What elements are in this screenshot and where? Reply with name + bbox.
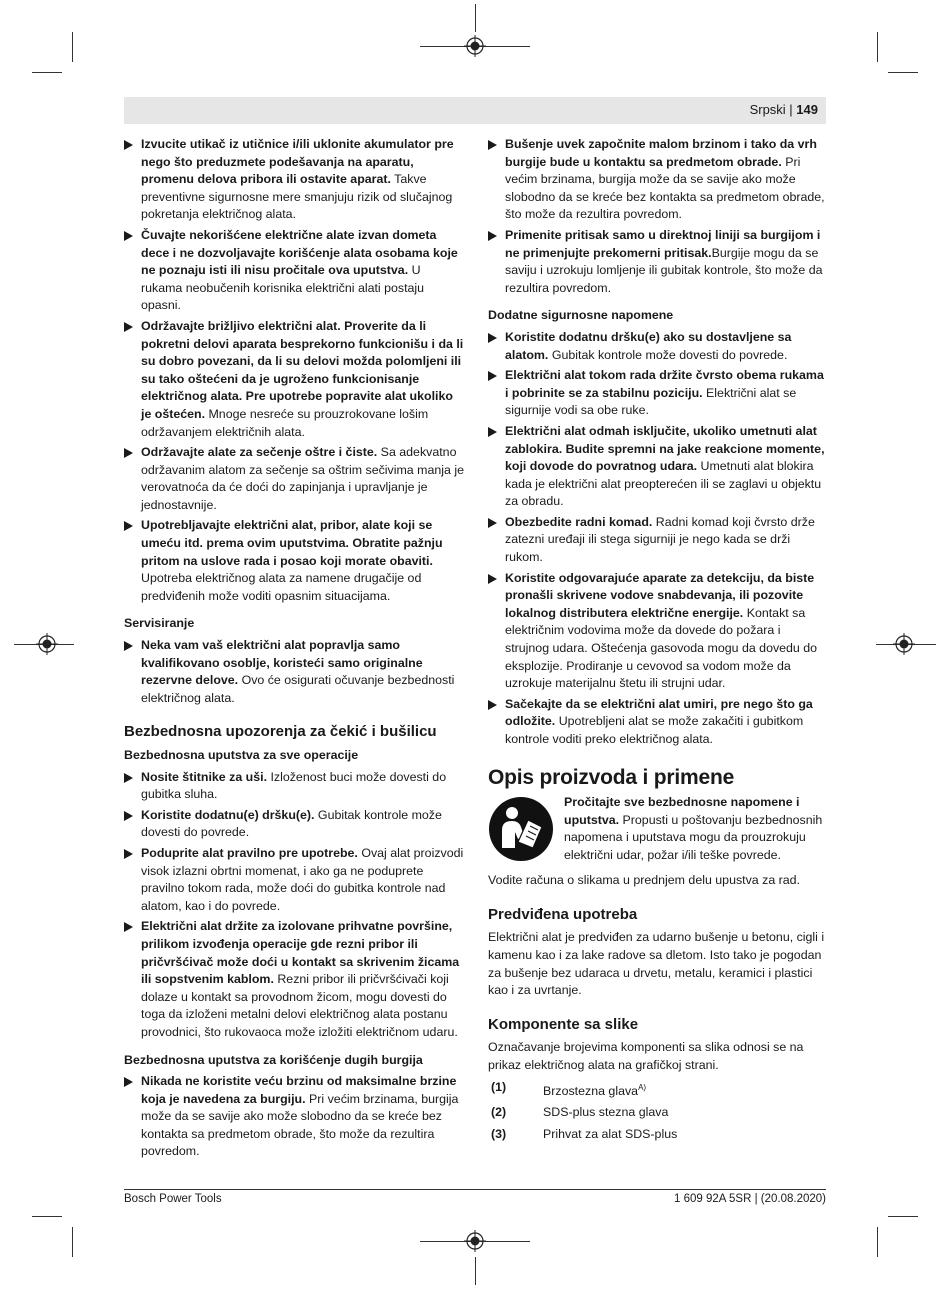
- bullet-bold-text: Električni alat odmah isključite, ukoliko umetnuti alat zablokira. Budite spremni na jake reakcione momente, koji dovode do povratnog udara.: [505, 423, 825, 474]
- bullet-triangle-icon: [488, 574, 497, 584]
- registration-mark-icon: [36, 633, 58, 655]
- warning-bold: Pročitajte sve bezbednosne napomene i uputstva.: [564, 795, 800, 827]
- page-header-text: Srpski | 149: [749, 102, 818, 117]
- warning-block: [488, 794, 828, 868]
- crop-mark: [475, 1257, 476, 1285]
- bullet-item: [124, 845, 464, 915]
- footer-rule: [124, 1189, 826, 1190]
- bullet-bold-text: Električni alat tokom rada držite čvrsto obema rukama i pobrinite se za stabilnu poziciju.: [505, 368, 824, 400]
- servis-bullet-list: [124, 637, 464, 707]
- bullet-item: [488, 514, 828, 567]
- bullet-bold-text: Poduprite alat pravilno pre upotrebe.: [141, 845, 358, 860]
- bullet-triangle-icon: [124, 641, 133, 651]
- components-title: Komponente sa slike: [488, 1015, 639, 1033]
- component-footnote: A): [638, 1082, 647, 1092]
- crop-mark: [32, 1216, 62, 1217]
- crop-mark: [475, 4, 476, 32]
- bullet-item: [488, 696, 828, 749]
- bullet-item: [124, 227, 464, 315]
- footer-doc-ref: 1 609 92A 5SR | (20.08.2020): [674, 1193, 826, 1205]
- bullet-body-text: Sa adekvatno održavanim alatom za sečenje sa oštrim sečivima manja je verovatnoća da će doći do zapinjanja i upravljanje je jednostavnije.: [141, 445, 464, 512]
- bullet-body-text: Ovaj alat proizvodi visok izlazni obrtni momenat, i ako ga ne poduprete pravilno tokom rada, može doći do gubitka kontrole nad alatom, kao i do povrede.: [141, 845, 464, 913]
- bullet-bold-text: Održavajte alate za sečenje oštre i čiste.: [141, 445, 378, 460]
- component-number: (1): [491, 1079, 507, 1094]
- bullet-triangle-icon: [124, 922, 133, 932]
- bullet-triangle-icon: [488, 700, 497, 710]
- bullet-body-text: Burgije mogu da se saviju i uzrokuju lomljenje ili gubitak kontrole, što može da rezultira povredom.: [505, 245, 823, 295]
- bullet-item: [488, 423, 828, 511]
- bullet-triangle-icon: [124, 1077, 133, 1087]
- bullet-item: [488, 227, 828, 297]
- bullet-triangle-icon: [488, 371, 497, 381]
- components-intro: Označavanje brojevima komponenti sa slika odnosi se na prikaz električnog alata na grafičkoj strani.: [488, 1040, 804, 1072]
- bullet-bold-text: Upotrebljavajte električni alat, pribor, alate koji se umeću itd. prema ovim uputstvima. Obratite pažnju pritom na uslove rada i posao koji morate obaviti.: [141, 518, 443, 568]
- bullet-item: [124, 1073, 464, 1161]
- bullet-item: [488, 367, 828, 420]
- bullet-body-text: Električni alat se sigurnije vodi sa obe ruke.: [505, 385, 797, 418]
- bullet-bold-text: Neka vam vaš električni alat popravlja samo kvalifikovano osoblje, koristeći samo originalne rezervne delove.: [141, 638, 423, 688]
- bullet-body-text: Radni komad koji čvrsto drže zatezni uređaji ili stega sigurniji je nego kada se drži rukom.: [505, 514, 815, 565]
- registration-mark-icon: [893, 633, 915, 655]
- right-bullet-list: [488, 136, 828, 297]
- bullet-triangle-icon: [124, 849, 133, 859]
- bullet-item: [124, 318, 464, 441]
- bullet-body-text: Rezni pribor ili pričvršćivači koji dolaze u kontakt sa provodnom žicom, mogu dovesti do toga da izloženi metalni delovi električnog alata postanu provodnici, što rukovaoca može izložiti električnom udaru.: [141, 972, 458, 1039]
- crop-mark: [888, 72, 918, 73]
- bullet-triangle-icon: [488, 231, 497, 241]
- bullet-triangle-icon: [488, 333, 497, 343]
- component-number: (2): [491, 1105, 507, 1120]
- bullet-bold-text: Koristite dodatnu dršku(e) ako su dostavljene sa alatom.: [505, 329, 792, 362]
- component-item: [488, 1126, 828, 1144]
- bullet-item: [488, 136, 828, 224]
- bullet-triangle-icon: [124, 773, 133, 783]
- bullet-item: [124, 637, 464, 707]
- crop-mark: [72, 1227, 73, 1257]
- bullet-bold-text: Koristite odgovarajuće aparate za detekciju, da biste pronašli skrivene vodove snabdevanja, ili pozovite lokalnog distributera električne energije.: [505, 570, 815, 620]
- bullet-body-text: Takve preventivne sigurnosne mere smanjuju rizik od slučajnog pokretanja električnog alata.: [141, 172, 453, 222]
- main-title: Opis proizvoda i primene: [488, 765, 735, 789]
- crop-mark: [72, 32, 73, 62]
- bullet-bold-text: Sačekajte da se električni alat umiri, pre nego što ga odložite.: [505, 696, 813, 729]
- bullet-triangle-icon: [124, 811, 133, 821]
- right-column: [488, 136, 828, 1146]
- page-number: 149: [796, 102, 818, 117]
- bullet-body-text: Pri većim brzinama, burgija može da se savije ako može slobodno da se kreće bez kontakta sa predmetom obrade, što može da rezultira povredom.: [141, 1091, 459, 1159]
- figures-note: Vodite računa o slikama u prednjem delu upustva za rad.: [488, 873, 801, 888]
- bullet-body-text: Upotreba električnog alata za namene drugačije od predviđenih može voditi opasnim situacijama.: [141, 571, 422, 603]
- right-bullet-list-2: [488, 329, 828, 749]
- bullet-item: [488, 570, 828, 693]
- component-label: Brzostezna glava$^{A)}$: [543, 1082, 647, 1098]
- bullet-body-text: Gubitak kontrole može dovesti do povrede.: [548, 347, 788, 362]
- bullet-bold-text: Električni alat držite za izolovane prihvatne površine, prilikom izvođenja operacije gde rezni pribor ili pričvršćivač može doći u kontakt sa skrivenim žicama ili sopstvenim kablom.: [141, 919, 460, 987]
- component-number: (3): [491, 1126, 507, 1141]
- bullet-triangle-icon: [124, 521, 133, 531]
- subheading-all-operations: Bezbednosna uputstva za sve operacije: [124, 748, 359, 762]
- bullet-bold-text: Izvucite utikač iz utičnice i/ili uklonite akumulator pre nego što preduzmete podešavanja na aparatu, promenu delova pribora ili ostavite aparat.: [141, 137, 454, 187]
- component-label: SDS-plus stezna glava: [543, 1105, 669, 1120]
- bullet-item: [124, 918, 464, 1041]
- bullet-bold-text: Obezbedite radni komad.: [505, 514, 653, 529]
- bullet-body-text: Gubitak kontrole može dovesti do povrede.: [141, 807, 442, 840]
- registration-mark-icon: [464, 35, 486, 57]
- bullet-triangle-icon: [124, 140, 133, 150]
- bullet-triangle-icon: [488, 140, 497, 150]
- warning-rest: Propusti u poštovanju bezbednosnih napomena i uputstava mogu da prouzrokuju električni udar, požar i/ili teške povrede.: [564, 812, 823, 862]
- left-bullet-list-3: [124, 1073, 464, 1161]
- read-manual-icon: [488, 796, 554, 862]
- bullet-item: [124, 517, 464, 605]
- bullet-triangle-icon: [124, 231, 133, 241]
- bullet-body-text: Pri većim brzinama, burgija može da se savije ako može slobodno da se kreće bez kontakta sa predmetom obrade, što može da rezultira povredom.: [505, 154, 825, 222]
- servis-heading: Servisiranje: [124, 616, 195, 631]
- component-label: Prihvat za alat SDS-plus: [543, 1126, 678, 1141]
- warning-text: [564, 795, 822, 862]
- subheading-long-bits: Bezbednosna uputstva za korišćenje dugih burgija: [124, 1052, 423, 1067]
- crop-mark: [32, 72, 62, 73]
- bullet-item: [124, 444, 464, 514]
- page-header: [124, 97, 826, 124]
- bullet-bold-text: Primenite pritisak samo u direktnoj liniji sa burgijom i ne primenjujte prekomerni pritisak.: [505, 227, 821, 260]
- bullet-bold-text: Nikada ne koristite veću brzinu od maksimalne brzine koja je navedena za burgiju.: [141, 1074, 457, 1106]
- bullet-bold-text: Nosite štitnike za uši.: [141, 769, 268, 784]
- bullet-body-text: Kontakt sa električnim vodovima može da dovede do požara i strujnog udara. Oštećenja gasovoda mogu da dovedu do eksplozije. Prodiranje u cevovod sa vodom može da uzrokuje materijalnu štetu ili strujni udar.: [505, 605, 818, 691]
- bullet-item: [124, 807, 464, 842]
- left-bullet-list-2: [124, 769, 464, 1042]
- left-bullet-list: [124, 136, 464, 605]
- left-column: [124, 136, 464, 1164]
- bullet-item: [124, 769, 464, 804]
- intended-use-title: Predviđena upotreba: [488, 905, 638, 923]
- bullet-body-text: Ovo će osigurati očuvanje bezbednosti električnog alata.: [141, 673, 455, 705]
- subheading-additional: Dodatne sigurnosne napomene: [488, 308, 674, 323]
- bullet-body-text: Umetnuti alat blokira kada je električni alat preopterećen ili se zaglavi u objektu za obradu.: [505, 459, 822, 509]
- bullet-bold-text: Bušenje uvek započnite malom brzinom i tako da vrh burgije bude u kontaktu sa predmetom obrade.: [505, 137, 817, 169]
- bullet-body-text: Upotrebljeni alat se može zakačiti i gubitkom kontrole voditi preko električnog alata.: [505, 714, 804, 746]
- component-item: [488, 1104, 828, 1122]
- crop-mark: [877, 1227, 878, 1257]
- bullet-triangle-icon: [488, 427, 497, 437]
- bullet-item: [488, 329, 828, 364]
- bullet-triangle-icon: [124, 448, 133, 458]
- bullet-bold-text: Čuvajte nekorišćene električne alate izvan dometa dece i ne dozvoljavajte korišćenje alata osobama koje ne poznaju isti ili nisu pročitale ova uputstva.: [141, 227, 458, 278]
- header-language: Srpski: [749, 102, 786, 117]
- bullet-triangle-icon: [124, 322, 133, 332]
- component-item: [488, 1079, 828, 1101]
- components-list: [488, 1079, 828, 1144]
- bullet-bold-text: Održavajte brižljivo električni alat. Proverite da li pokretni delovi aparata besprekorno funkcionišu i da li su dobro povezani, da li su delovi možda polomljeni ili su tako oštećeni da je ugroženo funkcionisanje električnog alata. Pre upotrebe popravite alat ukoliko je oštećen.: [141, 318, 464, 421]
- crop-mark: [888, 1216, 918, 1217]
- bullet-item: [124, 136, 464, 224]
- intended-use-text: Električni alat je predviđen za udarno bušenje u betonu, cigli i kamenu kao i za lake radove sa dletom. Isto tako je pogodan za bušenje bez udaraca u drvetu, metalu, keramici i plastici kao i za uvrtanje.: [488, 930, 825, 998]
- bullet-body-text: Izloženost buci može dovesti do gubitka sluha.: [141, 769, 447, 802]
- bullet-triangle-icon: [488, 518, 497, 528]
- section-title: Bezbednosna upozorenja za čekić i bušilicu: [124, 723, 437, 741]
- crop-mark: [877, 32, 878, 62]
- bullet-bold-text: Koristite dodatnu(e) dršku(e).: [141, 807, 315, 822]
- registration-mark-icon: [464, 1230, 486, 1252]
- bullet-body-text: U rukama neobučenih korisnika električni alati postaju opasni.: [141, 263, 425, 313]
- footer-brand: Bosch Power Tools: [124, 1193, 222, 1205]
- bullet-body-text: Mnoge nesreće su prouzrokovane lošim održavanjem električnih alata.: [141, 406, 429, 439]
